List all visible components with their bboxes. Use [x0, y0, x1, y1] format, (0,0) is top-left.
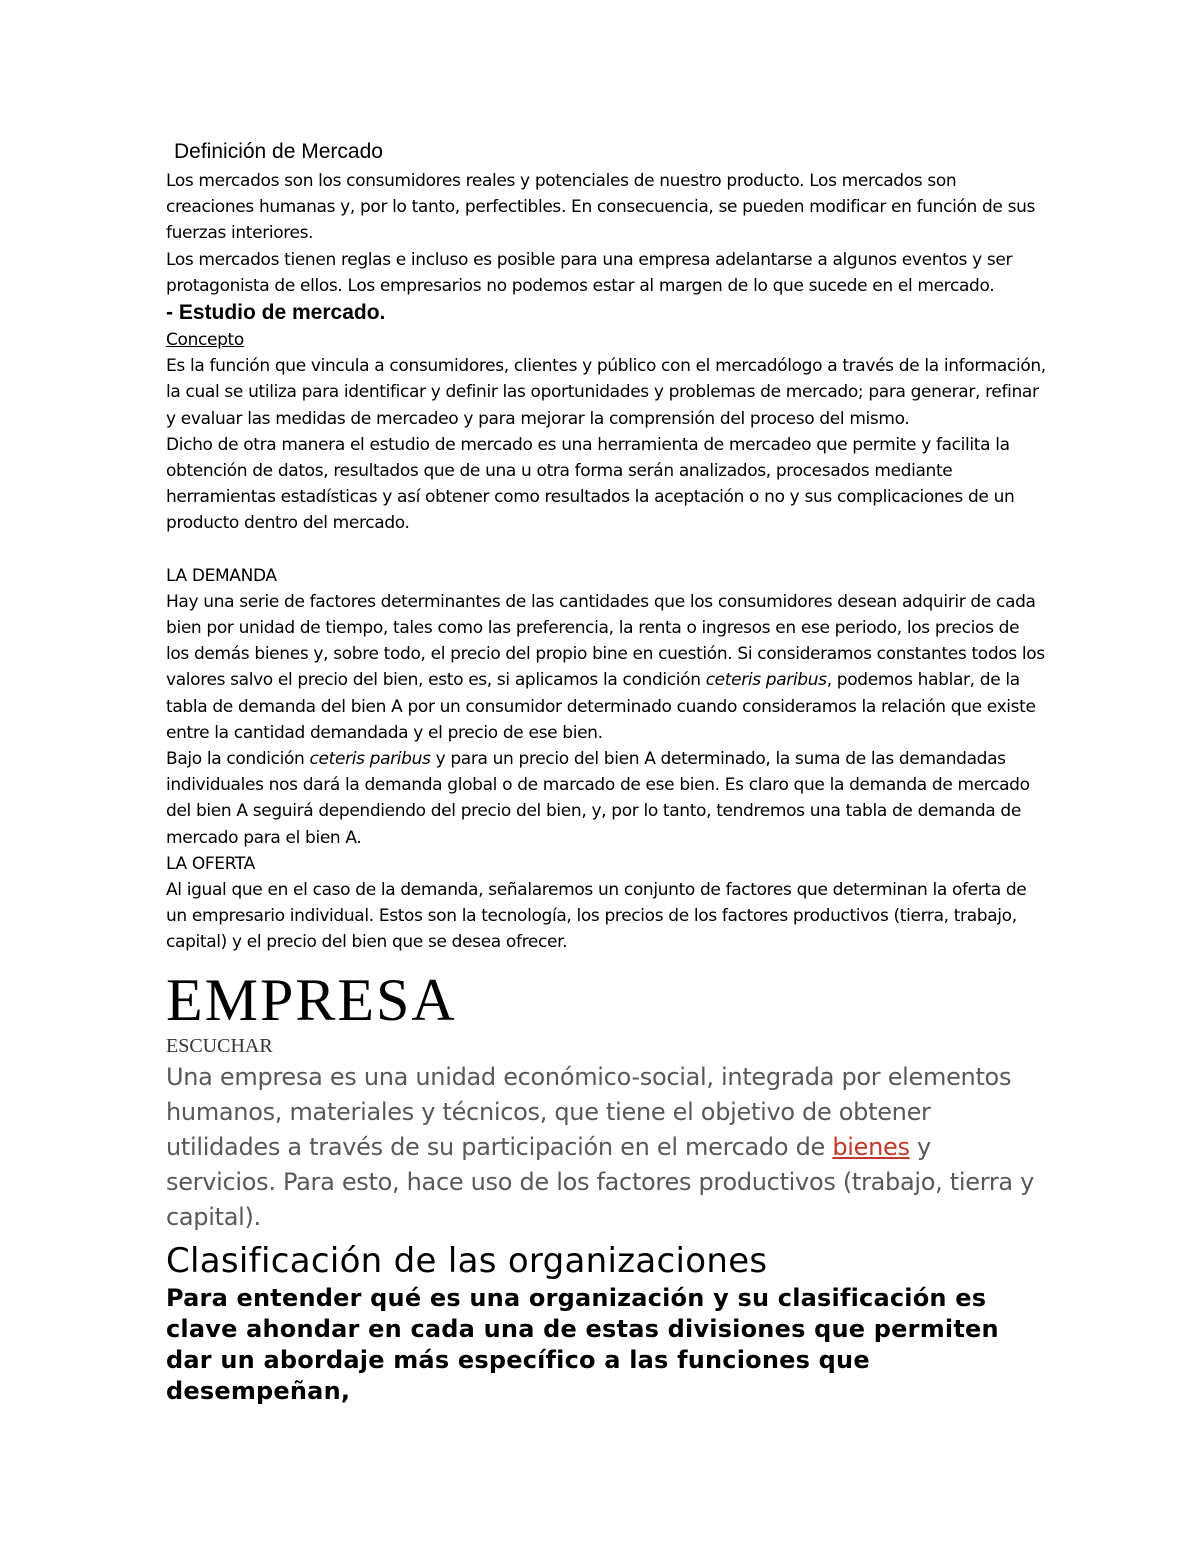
demanda-p2-text-b: y para un precio del bien A determinado, la suma de las demandadas individuales nos dará la demanda global o de marcado de ese bien. Es claro que la demanda de mercado del bien A seguirá dependiendo del precio del bien, y, por lo tanto, tendremos una tabla de demanda de mercado para el bien A.	[166, 749, 1030, 848]
estudio-paragraph-1: Es la función que vincula a consumidores, clientes y público con el mercadólogo a través de la información, la cual se utiliza para identificar y definir las oportunidades y problemas de mercado; para generar, refinar y evaluar las medidas de mercadeo y para mejorar la comprensión del proceso del mismo.	[166, 356, 1046, 429]
oferta-heading: LA OFERTA	[166, 853, 255, 874]
empresa-heading: EMPRESA	[166, 966, 457, 1033]
document-page	[166, 138, 1046, 1407]
demanda-p2-text-a: Bajo la condición	[166, 749, 310, 770]
concepto-label: Concepto	[166, 330, 244, 351]
blank-line	[166, 537, 1046, 563]
demanda-p1-text-b: , podemos hablar, de la tabla de demanda del bien A por un consumidor determinado cuando consideramos la relación que existe entre la cantidad demandada y el precio de ese bien.	[166, 670, 1036, 743]
definicion-paragraph-2: Los mercados tienen reglas e incluso es posible para una empresa adelantarse a algunos eventos y ser protagonista de ellos. Los empresarios no podemos estar al margen de lo que sucede en el mercado.	[166, 249, 1013, 296]
definicion-paragraph-1: Los mercados son los consumidores reales y potenciales de nuestro producto. Los mercados son creaciones humanas y, por lo tanto, perfectibles. En consecuencia, se pueden modificar en función de sus fuerzas interiores.	[166, 171, 1036, 244]
demanda-paragraph-1	[166, 589, 1046, 746]
clasificacion-heading: Clasificación de las organizaciones	[166, 1240, 768, 1281]
definicion-heading: Definición de Mercado	[174, 140, 383, 163]
estudio-paragraph-2: Dicho de otra manera el estudio de mercado es una herramienta de mercadeo que permite y facilita la obtención de datos, resultados que de una u otra forma serán analizados, procesados mediante herramientas estadísticas y así obtener como resultados la aceptación o no y sus complicaciones de un producto dentro del mercado.	[166, 434, 1015, 534]
demanda-paragraph-2	[166, 746, 1046, 851]
estudio-heading: - Estudio de mercado.	[166, 301, 386, 325]
escuchar-button[interactable]: ESCUCHAR	[166, 1034, 273, 1057]
empresa-text-a: Una empresa es una unidad económico-social, integrada por elementos humanos, materiales y técnicos, que tiene el objetivo de obtener utilidades a través de su participación en el mercado de	[166, 1062, 1012, 1161]
clasificacion-paragraph: Para entender qué es una organización y su clasificación es clave ahondar en cada una de estas divisiones que permiten dar un abordaje más específico a las funciones que desempeñan,	[166, 1283, 999, 1405]
empresa-paragraph	[166, 1060, 1046, 1235]
demanda-p1-text-a: Hay una serie de factores determinantes de las cantidades que los consumidores desean adquirir de cada bien por unidad de tiempo, tales como las preferencia, la renta o ingresos en ese periodo, los precios de los demás bienes y, sobre todo, el precio del propio bine en cuestión. Si consideramos constantes todos los valores salvo el precio del bien, esto es, si aplicamos la condición	[166, 591, 1045, 691]
oferta-paragraph: Al igual que en el caso de la demanda, señalaremos un conjunto de factores que determinan la oferta de un empresario individual. Estos son la tecnología, los precios de los factores productivos (tierra, trabajo, capital) y el precio del bien que se desea ofrecer.	[166, 880, 1027, 953]
ceteris-paribus-term: ceteris paribus	[309, 749, 431, 770]
empresa-text-b: y servicios. Para esto, hace uso de los factores productivos (trabajo, tierra y capital).	[166, 1132, 1035, 1231]
demanda-heading: LA DEMANDA	[166, 565, 277, 586]
ceteris-paribus-term: ceteris paribus	[705, 670, 827, 691]
bienes-link[interactable]: bienes	[832, 1132, 910, 1161]
